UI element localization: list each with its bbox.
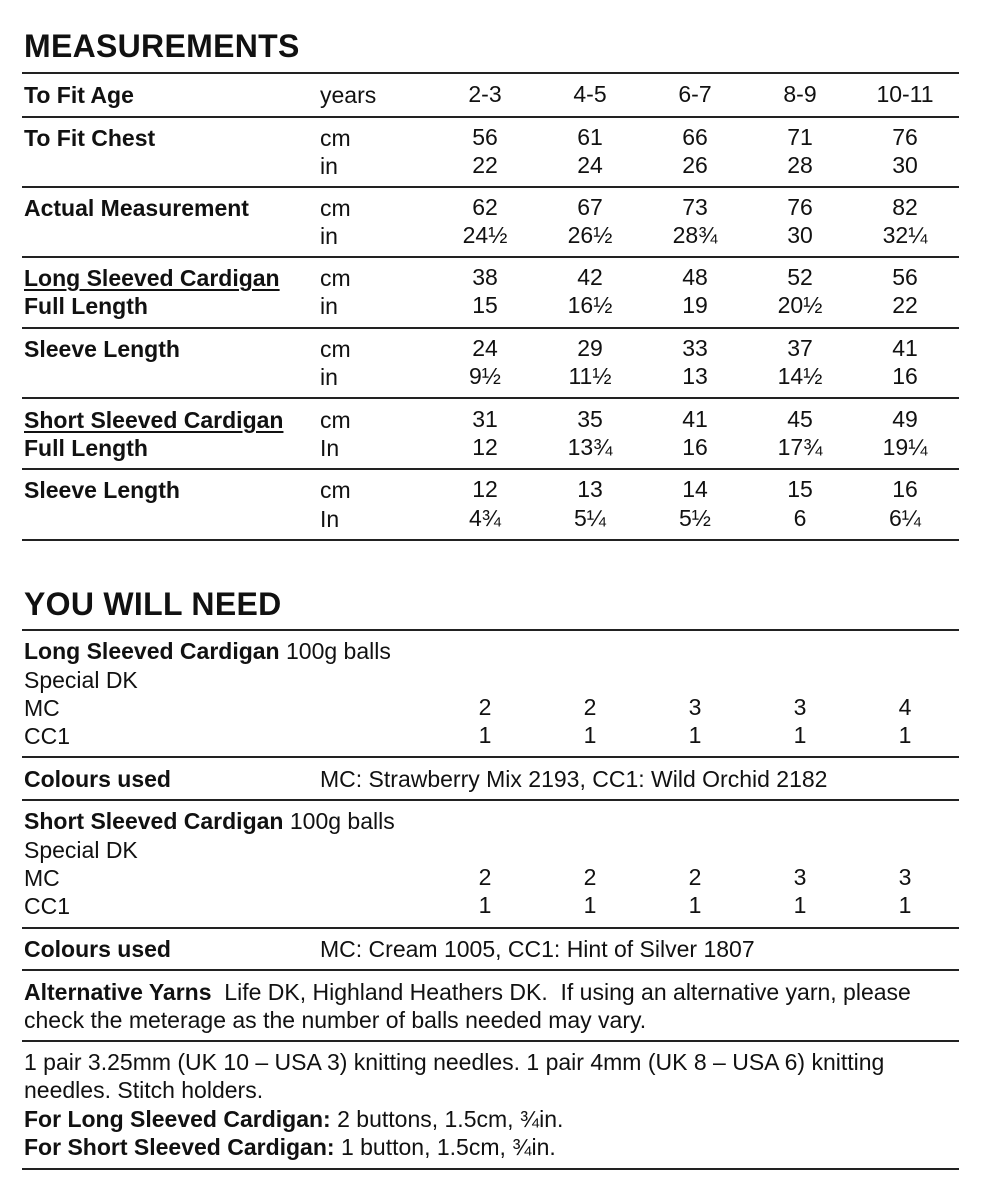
size-header: 4-5 (573, 81, 607, 107)
cell: 4¾ (469, 505, 501, 531)
unit-cm: cm (320, 265, 351, 291)
size-header: 6-7 (678, 81, 712, 107)
divider (22, 1040, 959, 1042)
cell: 2 (478, 694, 492, 720)
colours-value: MC: Strawberry Mix 2193, CC1: Wild Orchid 2182 (320, 766, 828, 792)
cell: 45 (787, 406, 813, 432)
cell: 13¾ (567, 434, 613, 460)
cell: 62 (472, 194, 498, 220)
row-label: Full Length (24, 435, 148, 461)
cell: 15 (472, 292, 498, 318)
colours-value: MC: Cream 1005, CC1: Hint of Silver 1807 (320, 936, 755, 962)
needles-line1: 1 pair 3.25mm (UK 10 – USA 3) knitting needles. 1 pair 4mm (UK 8 – USA 6) knitting (24, 1049, 885, 1075)
divider (22, 799, 959, 801)
short-buttons-line (24, 1133, 556, 1161)
unit-in: in (320, 223, 338, 249)
cell: 1 (478, 722, 492, 748)
cell: 3 (793, 694, 807, 720)
unit-cm: cm (320, 336, 351, 362)
cell: 12 (472, 434, 498, 460)
colours-label: Colours used (24, 936, 171, 962)
cell: 14 (682, 476, 708, 502)
cell: 49 (892, 406, 918, 432)
cell: 1 (583, 892, 597, 918)
unit-cm: cm (320, 477, 351, 503)
cell: 66 (682, 124, 708, 150)
cell: 1 (793, 722, 807, 748)
cell: 3 (688, 694, 702, 720)
cell: 16 (682, 434, 708, 460)
cell: 24 (577, 152, 603, 178)
divider (22, 927, 959, 929)
divider (22, 397, 959, 399)
colours-label: Colours used (24, 766, 171, 792)
alternative-yarns-line2: check the meterage as the number of balls needed may vary. (24, 1007, 647, 1033)
cell: 32¼ (882, 222, 928, 248)
cc1-label: CC1 (24, 723, 71, 749)
cell: 30 (787, 222, 813, 248)
cell: 73 (682, 194, 708, 220)
cell: 76 (787, 194, 813, 220)
unit-in: in (320, 153, 338, 179)
yarn-type: Special DK (24, 837, 138, 863)
unit-cm: cm (320, 125, 351, 151)
cell: 14½ (777, 363, 823, 389)
cell: 9½ (469, 363, 501, 389)
cell: 52 (787, 264, 813, 290)
needles-line2: needles. Stitch holders. (24, 1077, 264, 1103)
divider (22, 1168, 959, 1170)
mc-label: MC (24, 865, 60, 891)
divider (22, 256, 959, 258)
measurements-title: MEASUREMENTS (24, 28, 300, 64)
short-yarn-heading (24, 807, 395, 835)
cell: 3 (793, 864, 807, 890)
size-header: 8-9 (783, 81, 817, 107)
divider (22, 116, 959, 118)
cell: 22 (472, 152, 498, 178)
cell: 19 (682, 292, 708, 318)
short-buttons-text: 1 button, 1.5cm, ¾in. (334, 1134, 556, 1160)
balls-label: 100g balls (279, 638, 391, 664)
size-header: 10-11 (876, 81, 934, 107)
cell: 67 (577, 194, 603, 220)
cell: 41 (892, 335, 918, 361)
long-yarn-name: Long Sleeved Cardigan (24, 638, 280, 664)
cell: 5¼ (574, 505, 606, 531)
cell: 1 (583, 722, 597, 748)
divider (22, 756, 959, 758)
cell: 22 (892, 292, 918, 318)
row-label: Sleeve Length (24, 477, 180, 503)
cell: 56 (472, 124, 498, 150)
age-label: To Fit Age (24, 82, 134, 108)
cell: 13 (682, 363, 708, 389)
cell: 26½ (567, 222, 613, 248)
alternative-yarns-text: Life DK, Highland Heathers DK. If using an alternative yarn, please (211, 979, 911, 1005)
unit-cm: cm (320, 195, 351, 221)
cell: 19¼ (882, 434, 928, 460)
divider (22, 186, 959, 188)
row-label: Full Length (24, 293, 148, 319)
cell: 76 (892, 124, 918, 150)
cell: 31 (472, 406, 498, 432)
cell: 30 (892, 152, 918, 178)
row-label: Sleeve Length (24, 336, 180, 362)
cell: 1 (793, 892, 807, 918)
short-yarn-name: Short Sleeved Cardigan (24, 808, 284, 834)
unit-in: in (320, 364, 338, 390)
cell: 29 (577, 335, 603, 361)
cell: 1 (478, 892, 492, 918)
cell: 16½ (567, 292, 613, 318)
age-unit: years (320, 82, 377, 108)
alternative-yarns-label: Alternative Yarns (24, 979, 212, 1005)
mc-label: MC (24, 695, 60, 721)
long-buttons-label: For Long Sleeved Cardigan: (24, 1106, 331, 1132)
cell: 28 (787, 152, 813, 178)
cell: 2 (688, 864, 702, 890)
cell: 6 (793, 505, 807, 531)
divider (22, 629, 959, 631)
cell: 15 (787, 476, 813, 502)
cell: 2 (583, 694, 597, 720)
cell: 12 (472, 476, 498, 502)
cell: 4 (898, 694, 912, 720)
cell: 28¾ (672, 222, 718, 248)
cell: 16 (892, 476, 918, 502)
cell: 16 (892, 363, 918, 389)
cell: 20½ (777, 292, 823, 318)
unit-cm: cm (320, 407, 351, 433)
cell: 6¼ (889, 505, 921, 531)
row-label: To Fit Chest (24, 125, 156, 151)
size-header: 2-3 (468, 81, 502, 107)
section-label-short: Short Sleeved Cardigan (24, 407, 284, 433)
cell: 24 (472, 335, 498, 361)
unit-in: in (320, 293, 338, 319)
cell: 38 (472, 264, 498, 290)
cell: 82 (892, 194, 918, 220)
long-yarn-heading (24, 637, 391, 665)
divider (22, 72, 959, 74)
cell: 41 (682, 406, 708, 432)
cell: 13 (577, 476, 603, 502)
cell: 56 (892, 264, 918, 290)
cell: 11½ (568, 363, 612, 389)
cell: 5½ (679, 505, 711, 531)
cell: 2 (583, 864, 597, 890)
cell: 26 (682, 152, 708, 178)
cell: 35 (577, 406, 603, 432)
cell: 1 (898, 722, 912, 748)
balls-label: 100g balls (283, 808, 395, 834)
divider (22, 539, 959, 541)
long-buttons-line (24, 1105, 563, 1133)
cell: 24½ (462, 222, 508, 248)
short-buttons-label: For Short Sleeved Cardigan: (24, 1134, 335, 1160)
unit-in: In (320, 435, 340, 461)
divider (22, 969, 959, 971)
cell: 2 (478, 864, 492, 890)
cc1-label: CC1 (24, 893, 71, 919)
cell: 17¾ (777, 434, 823, 460)
cell: 61 (577, 124, 603, 150)
divider (22, 468, 959, 470)
cell: 3 (898, 864, 912, 890)
cell: 1 (898, 892, 912, 918)
cell: 48 (682, 264, 708, 290)
unit-in: In (320, 506, 340, 532)
row-label: Actual Measurement (24, 195, 249, 221)
section-label-long: Long Sleeved Cardigan (24, 265, 280, 291)
you-will-need-title: YOU WILL NEED (24, 586, 282, 622)
cell: 71 (787, 124, 813, 150)
cell: 33 (682, 335, 708, 361)
cell: 42 (577, 264, 603, 290)
yarn-type: Special DK (24, 667, 138, 693)
cell: 1 (688, 722, 702, 748)
cell: 1 (688, 892, 702, 918)
cell: 37 (787, 335, 813, 361)
long-buttons-text: 2 buttons, 1.5cm, ¾in. (330, 1106, 564, 1132)
alternative-yarns-line1 (24, 978, 911, 1006)
divider (22, 327, 959, 329)
